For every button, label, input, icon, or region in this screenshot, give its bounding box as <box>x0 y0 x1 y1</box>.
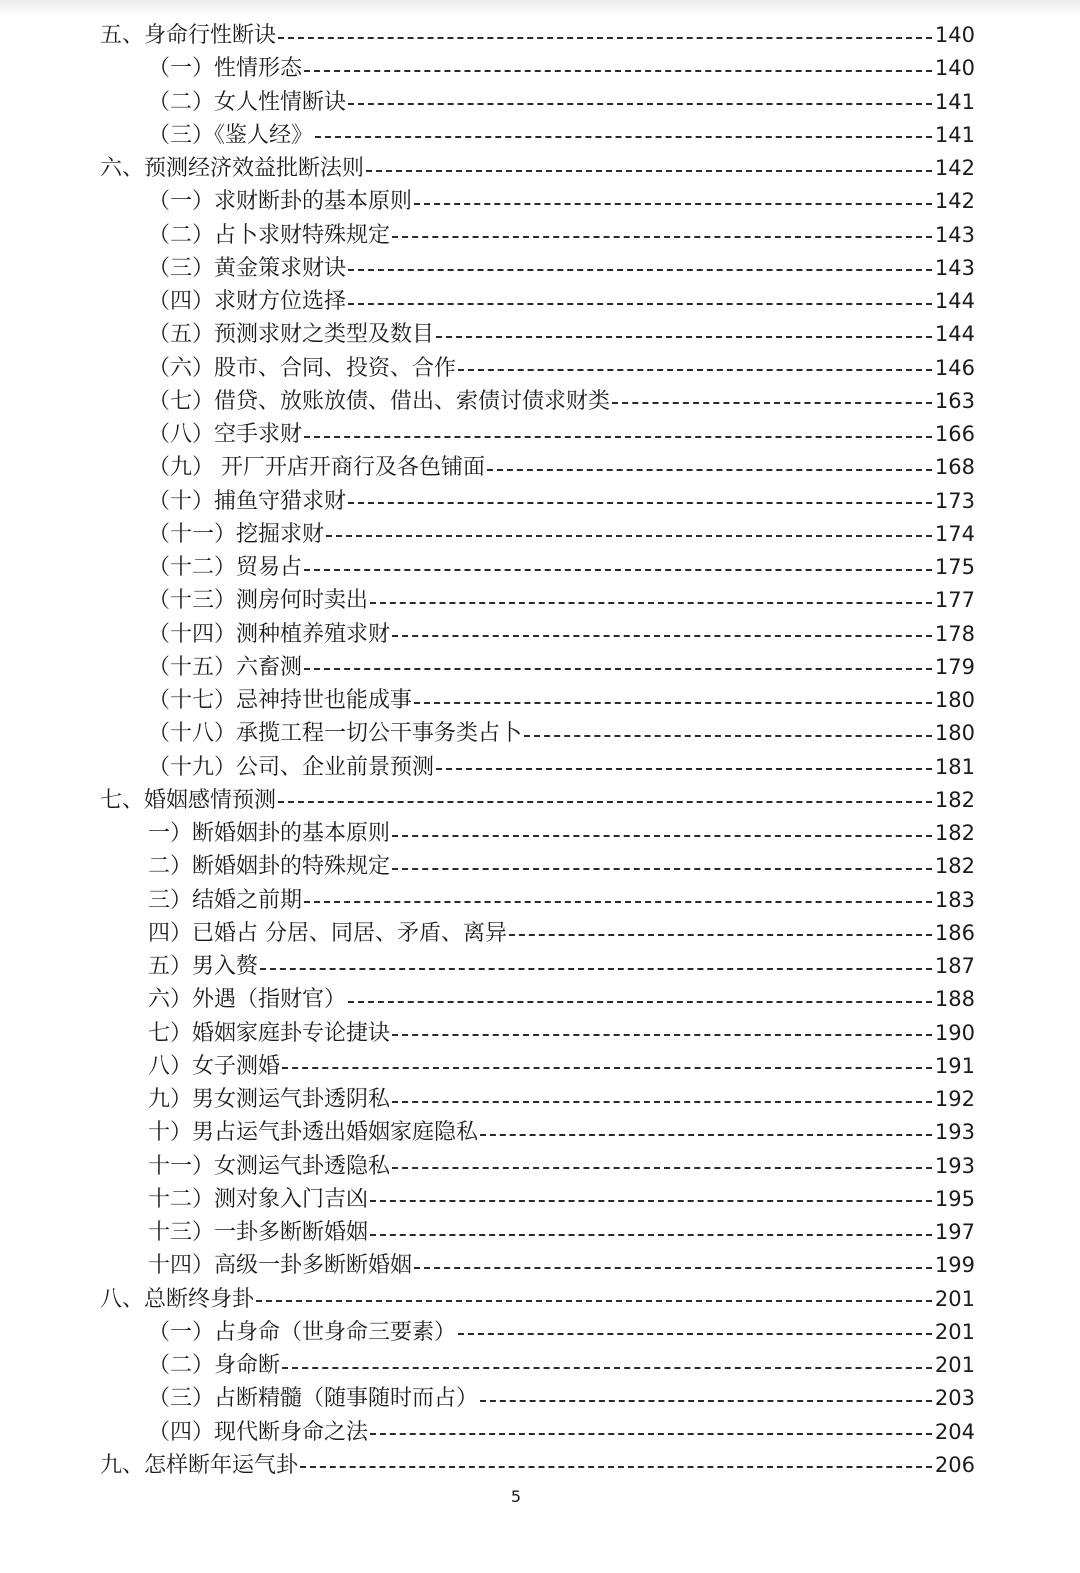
toc-entry-page: 203 <box>934 1386 975 1411</box>
dot-leader <box>414 702 932 704</box>
dot-leader <box>278 37 932 39</box>
toc-entry-label: 七）婚姻家庭卦专论捷诀 <box>148 1020 391 1046</box>
toc-entry-label: 五、身命行性断诀 <box>100 23 277 48</box>
toc-entry <box>148 651 975 684</box>
dot-leader <box>304 436 932 438</box>
dot-leader <box>436 336 932 338</box>
toc-entry-page: 193 <box>934 1153 975 1178</box>
dot-leader <box>370 1433 932 1435</box>
toc-entry <box>148 518 975 551</box>
toc-entry-label: 十四）高级一卦多断断婚姻 <box>148 1253 413 1279</box>
toc-entry <box>148 551 975 584</box>
dot-leader <box>392 635 932 637</box>
dot-leader <box>392 868 932 870</box>
toc-entry-page: 140 <box>934 23 975 47</box>
toc-entry <box>148 352 975 385</box>
toc-entry <box>148 219 975 252</box>
toc-entry-page: 183 <box>934 887 975 912</box>
dot-leader <box>300 1466 932 1468</box>
toc-entry-label: （十三）测房何时卖出 <box>148 588 369 614</box>
toc-entry-page: 163 <box>934 388 975 413</box>
toc-entry-label: （九） 开厂开店开商行及各色铺面 <box>148 455 485 481</box>
toc-entry-page: 141 <box>934 122 975 147</box>
dot-leader <box>348 103 932 105</box>
toc-entry-label: 三）结婚之前期 <box>148 887 303 913</box>
toc-section <box>100 19 975 52</box>
toc-entry-label: （二）身命断 <box>148 1353 281 1378</box>
toc-entry-page: 141 <box>934 89 975 114</box>
toc-entry-page: 195 <box>934 1186 975 1211</box>
toc-entry <box>148 385 975 418</box>
dot-leader <box>304 569 932 571</box>
toc-entry-page: 174 <box>934 521 975 546</box>
toc-entry-label: 九）男女测运气卦透阴私 <box>148 1087 391 1112</box>
toc-entry-page: 191 <box>934 1053 975 1078</box>
toc-entry <box>148 485 975 518</box>
toc-entry <box>148 983 975 1016</box>
toc-entry-label: 一）断婚姻卦的基本原则 <box>148 821 391 846</box>
toc-entry-page: 201 <box>934 1286 975 1311</box>
dot-leader <box>348 269 932 271</box>
dot-leader <box>487 469 932 471</box>
toc-entry-label: 十二）测对象入门吉凶 <box>148 1186 369 1212</box>
toc-entry <box>148 917 975 950</box>
toc-entry-page: 178 <box>934 621 975 646</box>
dot-leader <box>414 203 932 205</box>
toc-entry-label: 八）女子测婚 <box>148 1053 281 1079</box>
toc-entry <box>148 884 975 917</box>
toc-entry-page: 182 <box>934 854 975 879</box>
toc-entry-page: 143 <box>934 255 975 280</box>
toc-entry-label: （十）捕鱼守猎求财 <box>148 488 347 514</box>
dot-leader <box>612 402 932 404</box>
toc-entry <box>148 817 975 850</box>
toc-entry <box>148 1216 975 1249</box>
toc-entry-label: （十八）承揽工程一切公干事务类占卜 <box>148 721 523 747</box>
toc-entry-label: 七、婚姻感情预测 <box>100 787 277 813</box>
page-number: 5 <box>510 1487 522 1506</box>
toc-entry-label: （十二）贸易占 <box>148 555 303 580</box>
toc-entry <box>148 950 975 983</box>
dot-leader <box>392 1167 932 1169</box>
toc-entry <box>148 418 975 451</box>
toc-entry-label: （三）黄金策求财诀 <box>148 255 347 281</box>
toc-entry-page: 201 <box>934 1319 975 1344</box>
dot-leader <box>278 801 932 803</box>
toc-entry-label: （十五）六畜测 <box>148 654 303 680</box>
toc-entry <box>148 618 975 651</box>
toc-entry <box>148 1083 975 1116</box>
dot-leader <box>282 1067 932 1069</box>
dot-leader <box>282 1367 932 1369</box>
toc-entry-page: 180 <box>934 688 975 712</box>
toc-entry <box>148 1183 975 1216</box>
toc-entry-label: （二）占卜求财特殊规定 <box>148 222 391 248</box>
dot-leader <box>348 1001 932 1003</box>
dot-leader <box>348 502 932 504</box>
toc-entry <box>148 119 975 152</box>
toc-section <box>100 152 975 185</box>
toc-entry <box>148 1316 975 1349</box>
toc-entry-page: 166 <box>934 422 975 446</box>
toc-entry-page: 144 <box>934 289 975 313</box>
toc-entry-label: 十）男占运气卦透出婚姻家庭隐私 <box>148 1120 479 1146</box>
toc-entry-page: 175 <box>934 555 975 579</box>
toc-entry <box>148 1349 975 1382</box>
toc-entry-label: （十一）挖掘求财 <box>148 521 325 547</box>
dot-leader <box>304 901 932 903</box>
toc-entry-label: 六、预测经济效益批断法则 <box>100 156 365 181</box>
toc-entry <box>148 1416 975 1449</box>
toc-entry-label: 八、总断终身卦 <box>100 1286 255 1312</box>
dot-leader <box>509 934 932 936</box>
toc-entry-label: （四）现代断身命之法 <box>148 1419 369 1445</box>
toc-entry <box>148 185 975 218</box>
toc-section <box>100 1283 975 1316</box>
dot-leader <box>315 136 932 138</box>
toc-entry-page: 180 <box>934 721 975 746</box>
toc-entry-page: 193 <box>934 1120 975 1145</box>
dot-leader <box>392 1101 932 1103</box>
toc-entry-label: （五）预测求财之类型及数目 <box>148 322 435 348</box>
toc-section <box>100 1449 975 1482</box>
toc-entry-label: （八）空手求财 <box>148 422 303 447</box>
toc-entry <box>148 684 975 717</box>
toc-entry <box>148 751 975 784</box>
dot-leader <box>326 535 932 537</box>
toc-entry-label: （二）女人性情断诀 <box>148 89 347 115</box>
toc-entry-page: 146 <box>934 355 975 380</box>
toc-entry <box>148 1249 975 1282</box>
dot-leader <box>480 1400 932 1402</box>
toc-entry-label: 十一）女测运气卦透隐私 <box>148 1153 391 1179</box>
toc-entry-page: 181 <box>934 754 975 779</box>
toc-entry <box>148 1116 975 1149</box>
dot-leader <box>370 1234 932 1236</box>
toc-entry <box>148 318 975 351</box>
toc-entry-page: 190 <box>934 1020 975 1045</box>
toc-entry-label: （四）求财方位选择 <box>148 289 347 314</box>
toc-entry-page: 173 <box>934 488 975 513</box>
toc-entry-page: 197 <box>934 1220 975 1244</box>
toc-entry-label: （七）借贷、放账放债、借出、索债讨债求财类 <box>148 388 611 414</box>
dot-leader <box>370 602 932 604</box>
dot-leader <box>348 303 932 305</box>
toc-entry-label: （三）《鉴人经》 <box>148 122 314 148</box>
toc-entry <box>148 52 975 85</box>
toc-entry-label: （一）占身命（世身命三要素） <box>148 1319 457 1345</box>
toc-entry <box>148 252 975 285</box>
toc-section <box>100 784 975 817</box>
toc-entry <box>148 1017 975 1050</box>
toc-entry-page: 186 <box>934 920 975 945</box>
toc-entry-label: 十三）一卦多断断婚姻 <box>148 1220 369 1245</box>
dot-leader <box>366 170 932 172</box>
toc-entry-page: 142 <box>934 156 975 180</box>
toc-entry-label: （六）股市、合同、投资、合作 <box>148 355 457 381</box>
toc-entry-label: （一）求财断卦的基本原则 <box>148 189 413 215</box>
dot-leader <box>480 1134 932 1136</box>
dot-leader <box>392 835 932 837</box>
dot-leader <box>392 236 932 238</box>
toc-entry-label: 二）断婚姻卦的特殊规定 <box>148 854 391 880</box>
dot-leader <box>370 1200 932 1202</box>
dot-leader <box>260 968 932 970</box>
toc-entry <box>148 850 975 883</box>
toc-entry <box>148 1050 975 1083</box>
toc-entry-label: （十七）忌神持世也能成事 <box>148 688 413 713</box>
toc-entry-page: 188 <box>934 987 975 1012</box>
toc-entry-label: （三）占断精髓（随事随时而占） <box>148 1386 479 1412</box>
toc-entry-label: （一）性情形态 <box>148 56 303 82</box>
toc-entry-page: 182 <box>934 821 975 845</box>
toc-entry-label: （十九）公司、企业前景预测 <box>148 754 435 780</box>
toc-entry-page: 143 <box>934 222 975 247</box>
toc-entry-label: 四）已婚占 分居、同居、矛盾、离异 <box>148 920 507 946</box>
toc-entry-page: 140 <box>934 56 975 81</box>
toc-entry-page: 179 <box>934 654 975 679</box>
toc-entry-page: 144 <box>934 322 975 347</box>
dot-leader <box>256 1300 932 1302</box>
toc-entry <box>148 285 975 318</box>
toc-entry-label: 五）男入赘 <box>148 954 259 979</box>
dot-leader <box>458 1333 932 1335</box>
scan-top-shadow <box>0 0 1080 16</box>
toc-entry-label: 六）外遇（指财官） <box>148 987 347 1013</box>
toc-entry-page: 187 <box>934 954 975 978</box>
dot-leader <box>414 1267 932 1269</box>
toc-entry-label: 九、怎样断年运气卦 <box>100 1452 299 1478</box>
toc-entry-page: 199 <box>934 1253 975 1278</box>
toc-entry-page: 182 <box>934 787 975 812</box>
dot-leader <box>304 668 932 670</box>
toc-entry <box>148 86 975 119</box>
toc-entry-page: 204 <box>934 1419 975 1444</box>
toc-entry-page: 206 <box>934 1452 975 1477</box>
toc-entry-page: 142 <box>934 189 975 214</box>
toc-entry <box>148 584 975 617</box>
toc-entry-page: 177 <box>934 588 975 613</box>
toc-entry-page: 201 <box>934 1353 975 1377</box>
toc-entry-page: 168 <box>934 455 975 480</box>
toc-entry <box>148 451 975 484</box>
dot-leader <box>304 70 932 72</box>
dot-leader <box>458 369 932 371</box>
toc-entry-page: 192 <box>934 1087 975 1111</box>
toc-entry <box>148 1150 975 1183</box>
dot-leader <box>436 768 932 770</box>
toc-entry <box>148 1382 975 1415</box>
toc-entry <box>148 717 975 750</box>
dot-leader <box>392 1034 932 1036</box>
toc-entry-label: （十四）测种植养殖求财 <box>148 621 391 647</box>
dot-leader <box>524 735 932 737</box>
